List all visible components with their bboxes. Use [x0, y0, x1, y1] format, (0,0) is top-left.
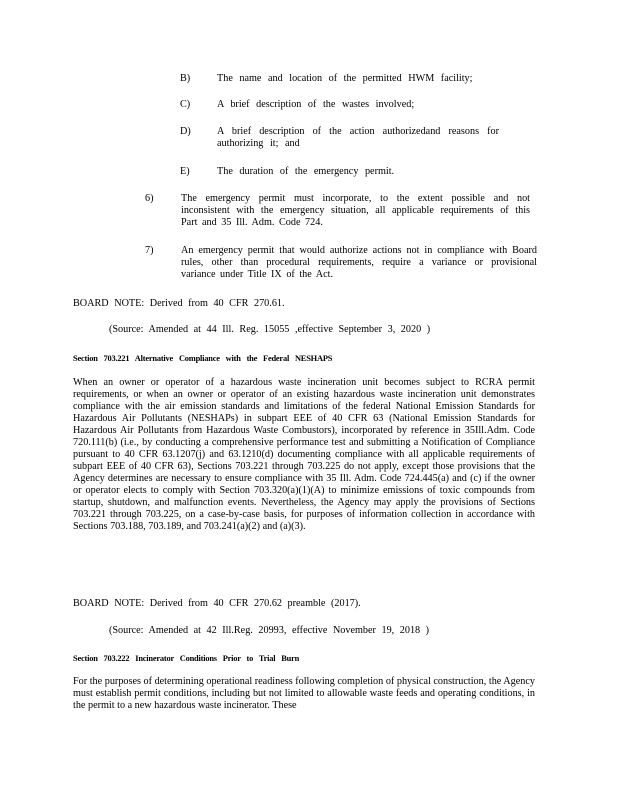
list-item-label: C)	[180, 99, 191, 110]
list-item-text: A brief description of the action authorizedand reasons for authorizing it; and	[217, 126, 499, 149]
board-note: BOARD NOTE: Derived from 40 CFR 270.61.	[73, 298, 285, 309]
list-item-text: The emergency permit must incorporate, to the extent possible and not inconsistent with the emergency situation, all applicable requirements of this Part and 35 Ill. Adm. Code 724.	[181, 193, 530, 228]
list-item-text: The name and location of the permitted HWM facility;	[217, 73, 473, 84]
source-note: (Source: Amended at 42 Ill.Reg. 20993, effective November 19, 2018 )	[109, 625, 430, 636]
section-heading: Section 703.221 Alternative Compliance with the Federal NESHAPS	[73, 354, 333, 363]
section-heading: Section 703.222 Incinerator Conditions Prior to Trial Burn	[73, 654, 300, 663]
list-item-text: An emergency permit that would authorize actions not in compliance with Board rules, other than procedural requirements, require a variance or provisional variance under Title IX of the Act.	[181, 245, 537, 280]
board-note: BOARD NOTE: Derived from 40 CFR 270.62 preamble (2017).	[73, 598, 361, 609]
list-item-label: 6)	[145, 193, 154, 204]
list-item-label: 7)	[145, 245, 154, 256]
source-note: (Source: Amended at 44 Ill. Reg. 15055 ,effective September 3, 2020 )	[109, 324, 431, 335]
list-item-label: B)	[180, 73, 191, 84]
list-item-text: A brief description of the wastes involved;	[217, 99, 415, 110]
section-body: For the purposes of determining operational readiness following completion of physical construction, the Agency must establish permit conditions, including but not limited to allowable waste feeds and operating conditions, in the permit to a new hazardous waste incinerator. These	[73, 676, 535, 711]
section-body: When an owner or operator of a hazardous waste incineration unit becomes subject to RCRA permit requirements, or when an owner or operator of an existing hazardous waste incineration unit demonstrates compliance with the air emission standards and limitations of the federal National Emission Standards for Hazardous Air Pollutants (NESHAPs) in subpart EEE of 40 CFR 63 (National Emission Standards for Hazardous Air Pollutants from Hazardous Waste Combustors), incorporated by reference in 35Ill.Adm. Code 720.111(b) (i.e., by conducting a comprehensive performance test and submitting a Notification of Compliance pursuant to 40 CFR 63.1207(j) and 63.1210(d) documenting compliance with all applicable requirements of subpart EEE of 40 CFR 63), Sections 703.221 through 703.225 do not apply, except those provisions that the Agency determines are necessary to ensure compliance with 35 Ill. Adm. Code 724.445(a) and (c) if the owner or operator elects to comply with Section 703.320(a)(1)(A) to minimize emissions of toxic compounds from startup, shutdown, and malfunction events. Nevertheless, the Agency may apply the provisions of Sections 703.221 through 703.225, on a case-by-case basis, for purposes of information collection in accordance with Sections 703.188, 703.189, and 703.241(a)(2) and (a)(3).	[73, 377, 535, 532]
list-item-text: The duration of the emergency permit.	[217, 166, 395, 177]
list-item-label: E)	[180, 166, 190, 177]
list-item-label: D)	[180, 126, 191, 137]
